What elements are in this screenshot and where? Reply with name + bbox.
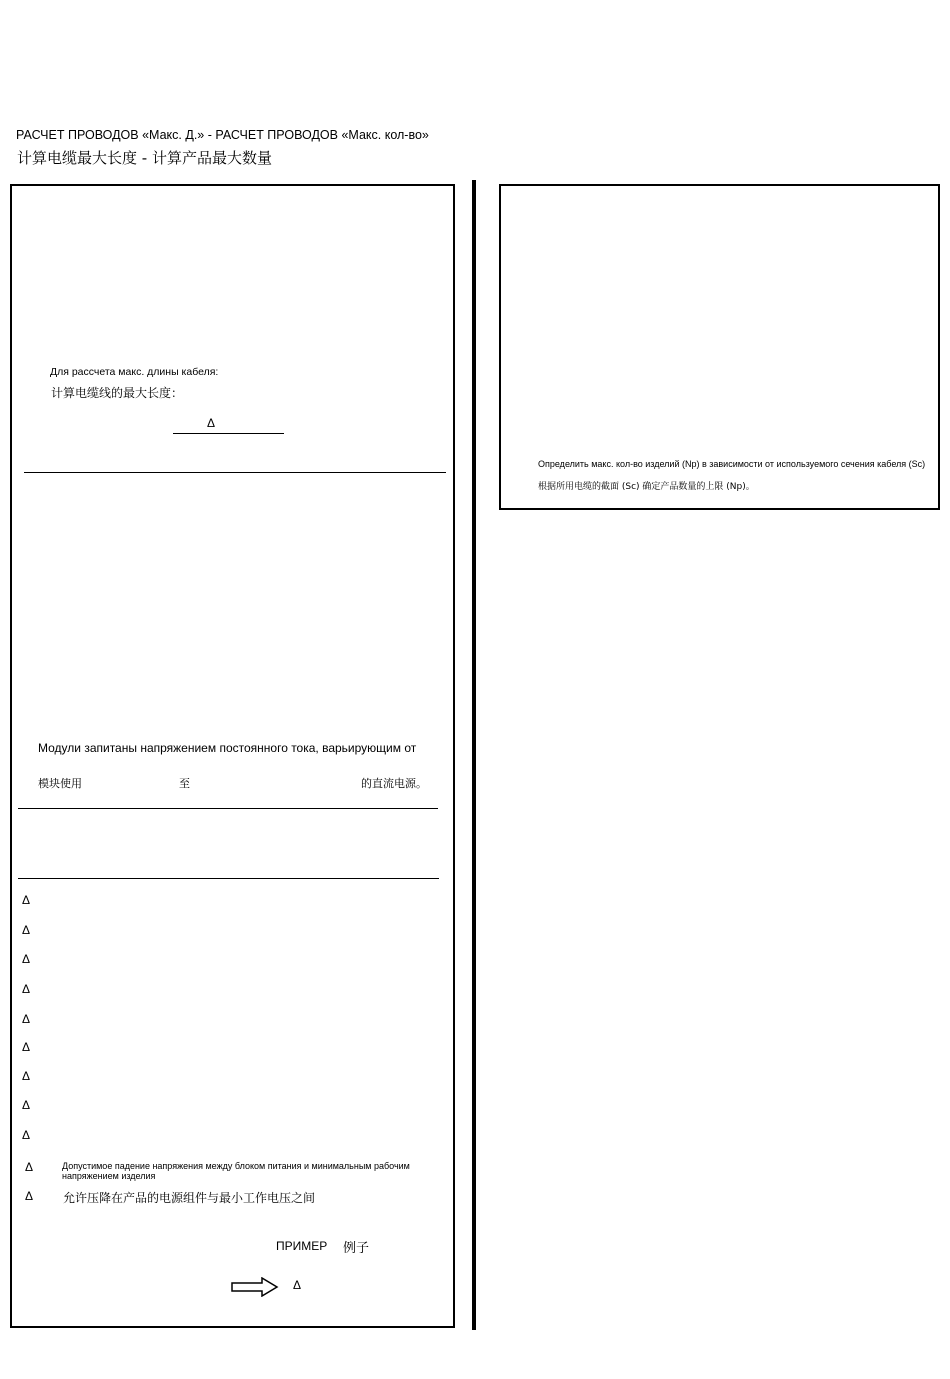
- max-quantity-text-cn: 根据所用电缆的截面 (Sc) 确定产品数量的上限 (Np)。: [538, 482, 755, 492]
- voltage-drop-text-cn: 允许压降在产品的电源组件与最小工作电压之间: [63, 1191, 316, 1205]
- section-divider: [18, 808, 438, 809]
- legend-delta-symbol: Δ: [22, 982, 31, 996]
- max-length-label-cn: 计算电缆线的最大长度：: [51, 386, 184, 400]
- voltage-drop-text-ru: Допустимое падение напряжения между блоком питания и минимальным рабочим напряжением изделия: [62, 1161, 410, 1181]
- column-divider: [472, 180, 476, 1330]
- voltage-drop-symbol: Δ: [25, 1189, 34, 1203]
- section-divider: [24, 472, 446, 473]
- legend-delta-symbol: Δ: [22, 893, 31, 907]
- legend-delta-symbol: Δ: [22, 1040, 31, 1054]
- dc-supply-text-ru: Модули запитаны напряжением постоянного тока, варьирующим от: [38, 741, 417, 755]
- dc-supply-text-cn-1: 模块使用: [38, 777, 82, 790]
- dc-supply-text-cn-2: 至: [179, 777, 190, 790]
- section-divider: [18, 878, 439, 879]
- page-title-ru: РАСЧЕТ ПРОВОДОВ «Макс. Д.» - РАСЧЕТ ПРОВОДОВ «Макс. кол-во»: [16, 128, 429, 142]
- max-quantity-text-ru: Определить макс. кол-во изделий (Np) в зависимости от используемого сечения кабеля (Sc): [538, 459, 926, 469]
- dc-supply-text-cn-3: 的直流电源。: [361, 777, 427, 790]
- legend-delta-symbol: Δ: [22, 952, 31, 966]
- left-panel: [10, 184, 455, 1328]
- formula-delta-symbol: Δ: [207, 416, 216, 430]
- legend-delta-symbol: Δ: [22, 1069, 31, 1083]
- legend-delta-symbol: Δ: [22, 1012, 31, 1026]
- legend-delta-symbol: Δ: [22, 1128, 31, 1142]
- voltage-drop-symbol: Δ: [25, 1160, 34, 1174]
- formula-fraction-line: [173, 433, 284, 434]
- example-label-cn: 例子: [343, 1241, 370, 1256]
- example-delta-symbol: Δ: [293, 1278, 302, 1292]
- max-length-label-ru: Для рассчета макс. длины кабеля:: [50, 366, 219, 378]
- legend-delta-symbol: Δ: [22, 1098, 31, 1112]
- page-title-cn: 计算电缆最大长度 - 计算产品最大数量: [17, 149, 272, 167]
- right-arrow-icon: [231, 1277, 279, 1302]
- legend-delta-symbol: Δ: [22, 923, 31, 937]
- example-label-ru: ПРИМЕР: [276, 1239, 328, 1253]
